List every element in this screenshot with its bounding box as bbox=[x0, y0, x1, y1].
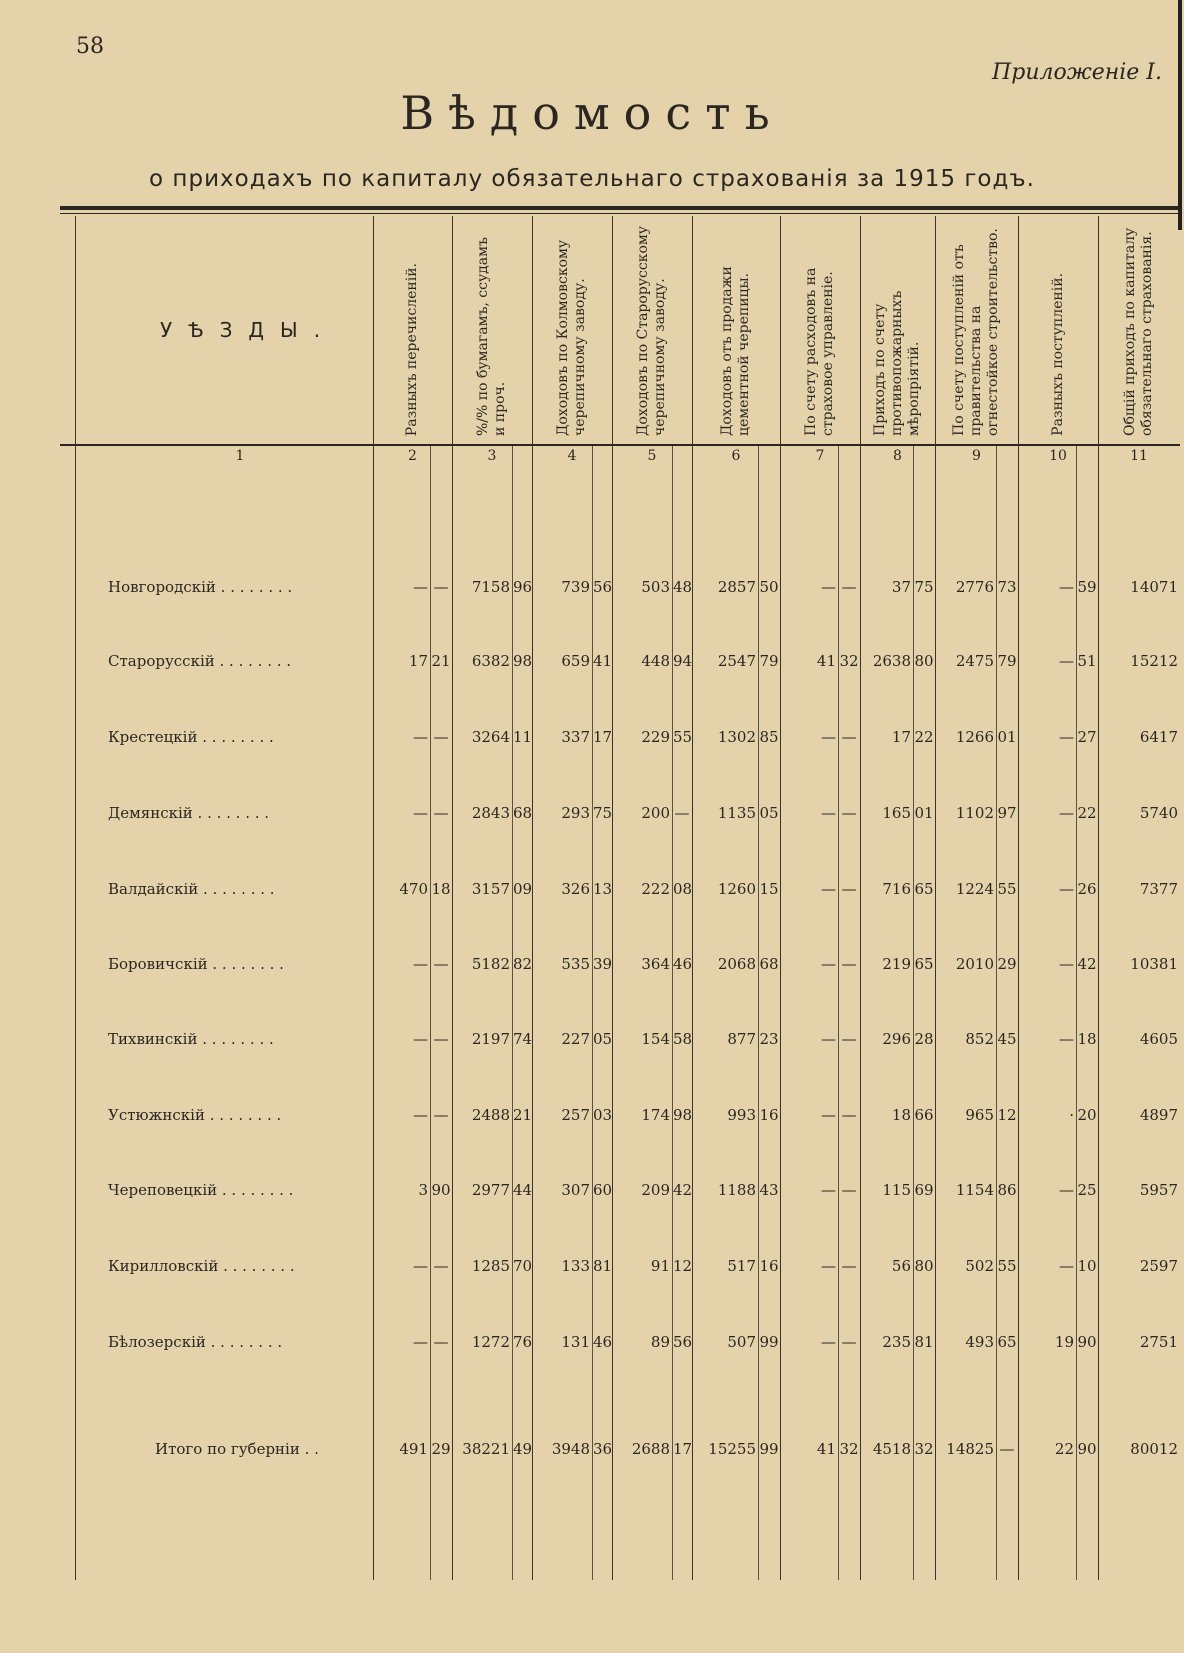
kopecks-cell: 10 bbox=[1077, 1257, 1097, 1275]
rubles-cell: — bbox=[1059, 1030, 1074, 1048]
rubles-cell: 1102 bbox=[955, 804, 994, 822]
total-cell: 15212 bbox=[1130, 652, 1178, 670]
rubles-cell: 41 bbox=[816, 1440, 836, 1458]
rubles-cell: 502 bbox=[965, 1257, 994, 1275]
kopeck-divider bbox=[672, 446, 673, 1580]
kopecks-cell: 44 bbox=[513, 1181, 533, 1199]
top-rule bbox=[60, 206, 1180, 210]
kopecks-cell: 56 bbox=[673, 1333, 693, 1351]
kopecks-cell: 79 bbox=[997, 652, 1017, 670]
rubles-cell: 470 bbox=[399, 880, 428, 898]
rubles-cell: 18 bbox=[891, 1106, 911, 1124]
rubles-cell: 131 bbox=[561, 1333, 590, 1351]
rubles-cell: — bbox=[413, 1030, 428, 1048]
kopecks-cell: 32 bbox=[839, 1440, 859, 1458]
kopecks-cell: 36 bbox=[593, 1440, 613, 1458]
kopecks-cell: — bbox=[841, 1181, 857, 1199]
kopecks-cell: 13 bbox=[593, 880, 613, 898]
rubles-cell: 852 bbox=[965, 1030, 994, 1048]
kopecks-cell: 98 bbox=[513, 652, 533, 670]
kopecks-cell: 01 bbox=[997, 728, 1017, 746]
kopecks-cell: 41 bbox=[593, 652, 613, 670]
rubles-cell: 56 bbox=[891, 1257, 911, 1275]
rubles-cell: 326 bbox=[561, 880, 590, 898]
kopeck-divider bbox=[758, 446, 759, 1580]
kopecks-cell: 55 bbox=[997, 1257, 1017, 1275]
column-header bbox=[935, 222, 1018, 436]
kopecks-cell: 80 bbox=[914, 652, 934, 670]
kopeck-divider bbox=[512, 446, 513, 1580]
total-cell: 80012 bbox=[1130, 1440, 1178, 1458]
kopecks-cell: 59 bbox=[1077, 578, 1097, 596]
total-cell: 4897 bbox=[1139, 1106, 1178, 1124]
rubles-cell: 133 bbox=[561, 1257, 590, 1275]
kopeck-divider bbox=[1076, 446, 1077, 1580]
column-number: 4 bbox=[567, 448, 577, 464]
rubles-cell: 2010 bbox=[955, 955, 994, 973]
kopecks-cell: 45 bbox=[997, 1030, 1017, 1048]
rubles-cell: 1188 bbox=[717, 1181, 756, 1199]
rubles-cell: 19 bbox=[1054, 1333, 1074, 1351]
column-divider bbox=[75, 216, 76, 1580]
page-subtitle: о приходахъ по капиталу обязательнаго страхованія за 1915 годъ. bbox=[149, 166, 1035, 192]
rubles-cell: 200 bbox=[641, 804, 670, 822]
rubles-cell: — bbox=[821, 728, 836, 746]
kopecks-cell: 22 bbox=[1077, 804, 1097, 822]
rubles-cell: 1266 bbox=[955, 728, 994, 746]
kopecks-cell: 12 bbox=[997, 1106, 1017, 1124]
rubles-cell: — bbox=[821, 1181, 836, 1199]
appendix-label: Приложеніе I. bbox=[992, 60, 1162, 85]
kopecks-cell: — bbox=[674, 804, 690, 822]
kopecks-cell: 15 bbox=[759, 880, 779, 898]
kopecks-cell: — bbox=[433, 1333, 449, 1351]
rubles-cell: 448 bbox=[641, 652, 670, 670]
rubles-cell: 716 bbox=[882, 880, 911, 898]
column-number: 2 bbox=[408, 448, 417, 464]
kopecks-cell: — bbox=[433, 1030, 449, 1048]
rubles-cell: 154 bbox=[641, 1030, 670, 1048]
rubles-cell: 2547 bbox=[717, 652, 756, 670]
kopecks-cell: 86 bbox=[997, 1181, 1017, 1199]
kopecks-cell: 23 bbox=[759, 1030, 779, 1048]
column-header-label: Разныхъ перечисленій. bbox=[404, 262, 420, 436]
kopecks-cell: 26 bbox=[1077, 880, 1097, 898]
kopecks-cell: — bbox=[999, 1440, 1015, 1458]
column-header-label: По счету поступленій отъ правительства на огнестойкое строительство. bbox=[951, 228, 1001, 436]
kopecks-cell: 42 bbox=[673, 1181, 693, 1199]
kopecks-cell: — bbox=[433, 804, 449, 822]
page-number: 58 bbox=[76, 34, 104, 59]
rubles-cell: — bbox=[413, 804, 428, 822]
kopecks-cell: — bbox=[841, 1257, 857, 1275]
rubles-cell: 965 bbox=[965, 1106, 994, 1124]
rubles-cell: — bbox=[1059, 1181, 1074, 1199]
rubles-cell: 6382 bbox=[471, 652, 510, 670]
rubles-cell: 17 bbox=[408, 652, 428, 670]
column-header bbox=[612, 222, 692, 436]
column-header-label: Доходовъ по Старорусскому черепичному заводу. bbox=[635, 225, 668, 436]
rubles-cell: 41 bbox=[816, 652, 836, 670]
rubles-cell: 1272 bbox=[471, 1333, 510, 1351]
kopecks-cell: 16 bbox=[759, 1257, 779, 1275]
kopecks-cell: 48 bbox=[673, 578, 693, 596]
rubles-cell: — bbox=[1059, 880, 1074, 898]
kopecks-cell: 55 bbox=[997, 880, 1017, 898]
kopeck-divider bbox=[592, 446, 593, 1580]
kopecks-cell: 11 bbox=[513, 728, 533, 746]
kopecks-cell: 90 bbox=[431, 1181, 451, 1199]
column-number: 11 bbox=[1130, 448, 1148, 464]
kopecks-cell: 65 bbox=[914, 955, 934, 973]
rubles-cell: 229 bbox=[641, 728, 670, 746]
kopecks-cell: 81 bbox=[593, 1257, 613, 1275]
rubles-cell: — bbox=[413, 728, 428, 746]
kopecks-cell: 56 bbox=[593, 578, 613, 596]
rubles-cell: 5182 bbox=[471, 955, 510, 973]
rubles-cell: 4518 bbox=[872, 1440, 911, 1458]
rubles-cell: 1135 bbox=[717, 804, 756, 822]
rubles-cell: — bbox=[1059, 578, 1074, 596]
rubles-cell: 493 bbox=[965, 1333, 994, 1351]
total-cell: 14071 bbox=[1130, 578, 1178, 596]
total-row-label: Итого по губерніи . . bbox=[155, 1440, 319, 1458]
kopecks-cell: — bbox=[841, 1030, 857, 1048]
kopecks-cell: 32 bbox=[839, 652, 859, 670]
rubles-cell: 993 bbox=[727, 1106, 756, 1124]
kopecks-cell: 90 bbox=[1077, 1440, 1097, 1458]
total-cell: 4605 bbox=[1139, 1030, 1178, 1048]
kopecks-cell: 81 bbox=[914, 1333, 934, 1351]
column-number: 10 bbox=[1049, 448, 1067, 464]
rubles-cell: 2857 bbox=[717, 578, 756, 596]
kopecks-cell: — bbox=[841, 804, 857, 822]
kopecks-cell: 27 bbox=[1077, 728, 1097, 746]
column-header bbox=[692, 222, 780, 436]
total-cell: 2597 bbox=[1139, 1257, 1178, 1275]
rubles-cell: 659 bbox=[561, 652, 590, 670]
rubles-cell: 1285 bbox=[471, 1257, 510, 1275]
rubles-cell: 2197 bbox=[471, 1030, 510, 1048]
kopecks-cell: 03 bbox=[593, 1106, 613, 1124]
column-header bbox=[532, 222, 612, 436]
kopecks-cell: — bbox=[433, 578, 449, 596]
rubles-cell: 222 bbox=[641, 880, 670, 898]
district-name: Тихвинскій . . . . . . . . bbox=[108, 1030, 274, 1048]
district-name: Крестецкій . . . . . . . . bbox=[108, 728, 274, 746]
kopeck-divider bbox=[996, 446, 997, 1580]
kopecks-cell: 82 bbox=[513, 955, 533, 973]
column-header-label: Доходовъ по Колмовскому черепичному заводу. bbox=[555, 239, 588, 436]
rubles-cell: 38221 bbox=[462, 1440, 510, 1458]
kopecks-cell: 75 bbox=[914, 578, 934, 596]
kopeck-divider bbox=[430, 446, 431, 1580]
kopecks-cell: — bbox=[433, 1106, 449, 1124]
column-number: 3 bbox=[487, 448, 497, 464]
rubles-cell: 209 bbox=[641, 1181, 670, 1199]
column-header bbox=[1018, 222, 1098, 436]
kopecks-cell: 25 bbox=[1077, 1181, 1097, 1199]
kopecks-cell: 75 bbox=[593, 804, 613, 822]
rubles-cell: — bbox=[821, 804, 836, 822]
kopeck-divider bbox=[913, 446, 914, 1580]
rubles-cell: — bbox=[1059, 728, 1074, 746]
kopecks-cell: 73 bbox=[997, 578, 1017, 596]
kopecks-cell: 65 bbox=[997, 1333, 1017, 1351]
rubles-cell: 1260 bbox=[717, 880, 756, 898]
rubles-cell: 1154 bbox=[955, 1181, 994, 1199]
rubles-cell: 739 bbox=[561, 578, 590, 596]
kopecks-cell: 49 bbox=[513, 1440, 533, 1458]
kopecks-cell: 69 bbox=[914, 1181, 934, 1199]
kopecks-cell: — bbox=[433, 955, 449, 973]
page-title: Вѣдомость bbox=[400, 86, 784, 140]
kopecks-cell: 66 bbox=[914, 1106, 934, 1124]
kopecks-cell: 60 bbox=[593, 1181, 613, 1199]
kopecks-cell: 05 bbox=[759, 804, 779, 822]
rubles-cell: 296 bbox=[882, 1030, 911, 1048]
kopecks-cell: 22 bbox=[914, 728, 934, 746]
kopecks-cell: 01 bbox=[914, 804, 934, 822]
rubles-cell: 15255 bbox=[708, 1440, 756, 1458]
rubles-cell: 2068 bbox=[717, 955, 756, 973]
rubles-cell: 174 bbox=[641, 1106, 670, 1124]
rubles-cell: — bbox=[413, 1106, 428, 1124]
kopecks-cell: 58 bbox=[673, 1030, 693, 1048]
district-name: Демянскій . . . . . . . . bbox=[108, 804, 270, 822]
header-uezd: УѢЗДЫ. bbox=[160, 318, 337, 342]
rubles-cell: 1224 bbox=[955, 880, 994, 898]
kopecks-cell: 94 bbox=[673, 652, 693, 670]
rubles-cell: — bbox=[821, 1333, 836, 1351]
rubles-cell: · bbox=[1069, 1106, 1074, 1124]
header-bottom-rule bbox=[60, 444, 1180, 446]
kopecks-cell: 90 bbox=[1077, 1333, 1097, 1351]
kopecks-cell: 76 bbox=[513, 1333, 533, 1351]
rubles-cell: 3264 bbox=[471, 728, 510, 746]
kopecks-cell: 80 bbox=[914, 1257, 934, 1275]
total-cell: 5957 bbox=[1139, 1181, 1178, 1199]
rubles-cell: — bbox=[1059, 1257, 1074, 1275]
rubles-cell: — bbox=[821, 880, 836, 898]
rubles-cell: 7158 bbox=[471, 578, 510, 596]
kopecks-cell: 79 bbox=[759, 652, 779, 670]
kopecks-cell: 98 bbox=[673, 1106, 693, 1124]
kopecks-cell: 85 bbox=[759, 728, 779, 746]
rubles-cell: 227 bbox=[561, 1030, 590, 1048]
kopecks-cell: — bbox=[841, 955, 857, 973]
district-name: Бѣлозерскій . . . . . . . . bbox=[108, 1333, 283, 1351]
district-name: Кирилловскій . . . . . . . . bbox=[108, 1257, 295, 1275]
rubles-cell: 219 bbox=[882, 955, 911, 973]
kopecks-cell: 99 bbox=[759, 1440, 779, 1458]
column-header-label: Общій приходъ по капиталу обязательнаго страхованія. bbox=[1122, 227, 1155, 436]
rubles-cell: — bbox=[1059, 804, 1074, 822]
rubles-cell: 3948 bbox=[551, 1440, 590, 1458]
rubles-cell: 507 bbox=[727, 1333, 756, 1351]
rubles-cell: 293 bbox=[561, 804, 590, 822]
rubles-cell: 503 bbox=[641, 578, 670, 596]
rubles-cell: 235 bbox=[882, 1333, 911, 1351]
rubles-cell: 89 bbox=[650, 1333, 670, 1351]
rubles-cell: 2638 bbox=[872, 652, 911, 670]
column-header bbox=[373, 222, 452, 436]
kopecks-cell: — bbox=[841, 728, 857, 746]
kopecks-cell: — bbox=[433, 728, 449, 746]
rubles-cell: 535 bbox=[561, 955, 590, 973]
kopecks-cell: 18 bbox=[431, 880, 451, 898]
kopecks-cell: 28 bbox=[914, 1030, 934, 1048]
kopecks-cell: 43 bbox=[759, 1181, 779, 1199]
kopecks-cell: 65 bbox=[914, 880, 934, 898]
column-header-label: Доходовъ отъ продажи цементной черепицы. bbox=[719, 266, 752, 436]
column-header-label: Разныхъ поступленій. bbox=[1049, 273, 1066, 436]
kopecks-cell: 20 bbox=[1077, 1106, 1097, 1124]
column-number: 1 bbox=[235, 448, 245, 464]
kopecks-cell: 17 bbox=[673, 1440, 693, 1458]
kopecks-cell: 18 bbox=[1077, 1030, 1097, 1048]
rubles-cell: — bbox=[821, 578, 836, 596]
kopecks-cell: 21 bbox=[431, 652, 451, 670]
kopecks-cell: 32 bbox=[914, 1440, 934, 1458]
kopecks-cell: 55 bbox=[673, 728, 693, 746]
rubles-cell: — bbox=[1059, 955, 1074, 973]
rubles-cell: 17 bbox=[891, 728, 911, 746]
kopecks-cell: — bbox=[841, 1106, 857, 1124]
rubles-cell: — bbox=[821, 1106, 836, 1124]
kopecks-cell: 42 bbox=[1077, 955, 1097, 973]
rubles-cell: 877 bbox=[727, 1030, 756, 1048]
kopecks-cell: 74 bbox=[513, 1030, 533, 1048]
kopecks-cell: 70 bbox=[513, 1257, 533, 1275]
kopecks-cell: 05 bbox=[593, 1030, 613, 1048]
rubles-cell: — bbox=[413, 1333, 428, 1351]
page-edge bbox=[1178, 0, 1182, 230]
column-header-label: %/% по бумагамъ, ссудамъ и проч. bbox=[475, 237, 508, 436]
rubles-cell: 115 bbox=[882, 1181, 911, 1199]
district-name: Новгородскій . . . . . . . . bbox=[108, 578, 293, 596]
kopecks-cell: 21 bbox=[513, 1106, 533, 1124]
rubles-cell: 2843 bbox=[471, 804, 510, 822]
column-header bbox=[452, 222, 532, 436]
rubles-cell: 307 bbox=[561, 1181, 590, 1199]
rubles-cell: — bbox=[413, 1257, 428, 1275]
rubles-cell: 517 bbox=[727, 1257, 756, 1275]
kopecks-cell: 96 bbox=[513, 578, 533, 596]
kopecks-cell: — bbox=[841, 1333, 857, 1351]
kopecks-cell: 68 bbox=[513, 804, 533, 822]
column-number: 8 bbox=[893, 448, 902, 464]
district-name: Валдайскій . . . . . . . . bbox=[108, 880, 275, 898]
kopecks-cell: 97 bbox=[997, 804, 1017, 822]
rubles-cell: 3157 bbox=[471, 880, 510, 898]
kopecks-cell: 46 bbox=[593, 1333, 613, 1351]
rubles-cell: — bbox=[413, 955, 428, 973]
rubles-cell: 364 bbox=[641, 955, 670, 973]
kopecks-cell: 50 bbox=[759, 578, 779, 596]
kopecks-cell: — bbox=[433, 1257, 449, 1275]
kopecks-cell: 29 bbox=[997, 955, 1017, 973]
district-name: Боровичскій . . . . . . . . bbox=[108, 955, 284, 973]
rubles-cell: 2475 bbox=[955, 652, 994, 670]
kopecks-cell: 08 bbox=[673, 880, 693, 898]
rubles-cell: — bbox=[413, 578, 428, 596]
rubles-cell: 3 bbox=[418, 1181, 428, 1199]
column-number: 9 bbox=[972, 448, 981, 464]
total-cell: 2751 bbox=[1139, 1333, 1178, 1351]
kopecks-cell: 16 bbox=[759, 1106, 779, 1124]
kopecks-cell: 09 bbox=[513, 880, 533, 898]
rubles-cell: 2688 bbox=[631, 1440, 670, 1458]
kopecks-cell: 99 bbox=[759, 1333, 779, 1351]
rubles-cell: — bbox=[1059, 652, 1074, 670]
column-header bbox=[860, 222, 935, 436]
total-cell: 6417 bbox=[1139, 728, 1178, 746]
district-name: Череповецкій . . . . . . . . bbox=[108, 1181, 294, 1199]
total-cell: 5740 bbox=[1139, 804, 1178, 822]
total-cell: 7377 bbox=[1139, 880, 1178, 898]
rubles-cell: 37 bbox=[891, 578, 911, 596]
kopecks-cell: 46 bbox=[673, 955, 693, 973]
rubles-cell: 2776 bbox=[955, 578, 994, 596]
total-cell: 10381 bbox=[1130, 955, 1178, 973]
column-number: 5 bbox=[647, 448, 657, 464]
rubles-cell: 2488 bbox=[471, 1106, 510, 1124]
rubles-cell: — bbox=[821, 1030, 836, 1048]
column-header bbox=[780, 222, 860, 436]
kopecks-cell: 68 bbox=[759, 955, 779, 973]
rubles-cell: — bbox=[821, 955, 836, 973]
rubles-cell: 22 bbox=[1054, 1440, 1074, 1458]
district-name: Старорусскій . . . . . . . . bbox=[108, 652, 292, 670]
rubles-cell: 165 bbox=[882, 804, 911, 822]
kopecks-cell: 39 bbox=[593, 955, 613, 973]
rubles-cell: 14825 bbox=[946, 1440, 994, 1458]
column-number: 7 bbox=[815, 448, 825, 464]
rubles-cell: 491 bbox=[399, 1440, 428, 1458]
column-number: 6 bbox=[731, 448, 741, 464]
rubles-cell: — bbox=[821, 1257, 836, 1275]
column-header-label: По счету расходовъ на страховое управленіе. bbox=[803, 267, 836, 436]
kopecks-cell: — bbox=[841, 578, 857, 596]
kopecks-cell: 51 bbox=[1077, 652, 1097, 670]
rubles-cell: 1302 bbox=[717, 728, 756, 746]
rubles-cell: 337 bbox=[561, 728, 590, 746]
kopecks-cell: 29 bbox=[431, 1440, 451, 1458]
rubles-cell: 257 bbox=[561, 1106, 590, 1124]
kopecks-cell: — bbox=[841, 880, 857, 898]
column-header bbox=[1098, 222, 1180, 436]
top-rule-thin bbox=[60, 213, 1180, 214]
kopeck-divider bbox=[838, 446, 839, 1580]
kopecks-cell: 17 bbox=[593, 728, 613, 746]
kopecks-cell: 12 bbox=[673, 1257, 693, 1275]
column-header-label: Приходъ по счету противопожарныхъ мѣропріятій. bbox=[872, 290, 922, 436]
rubles-cell: 2977 bbox=[471, 1181, 510, 1199]
district-name: Устюжнскій . . . . . . . . bbox=[108, 1106, 282, 1124]
rubles-cell: 91 bbox=[650, 1257, 670, 1275]
